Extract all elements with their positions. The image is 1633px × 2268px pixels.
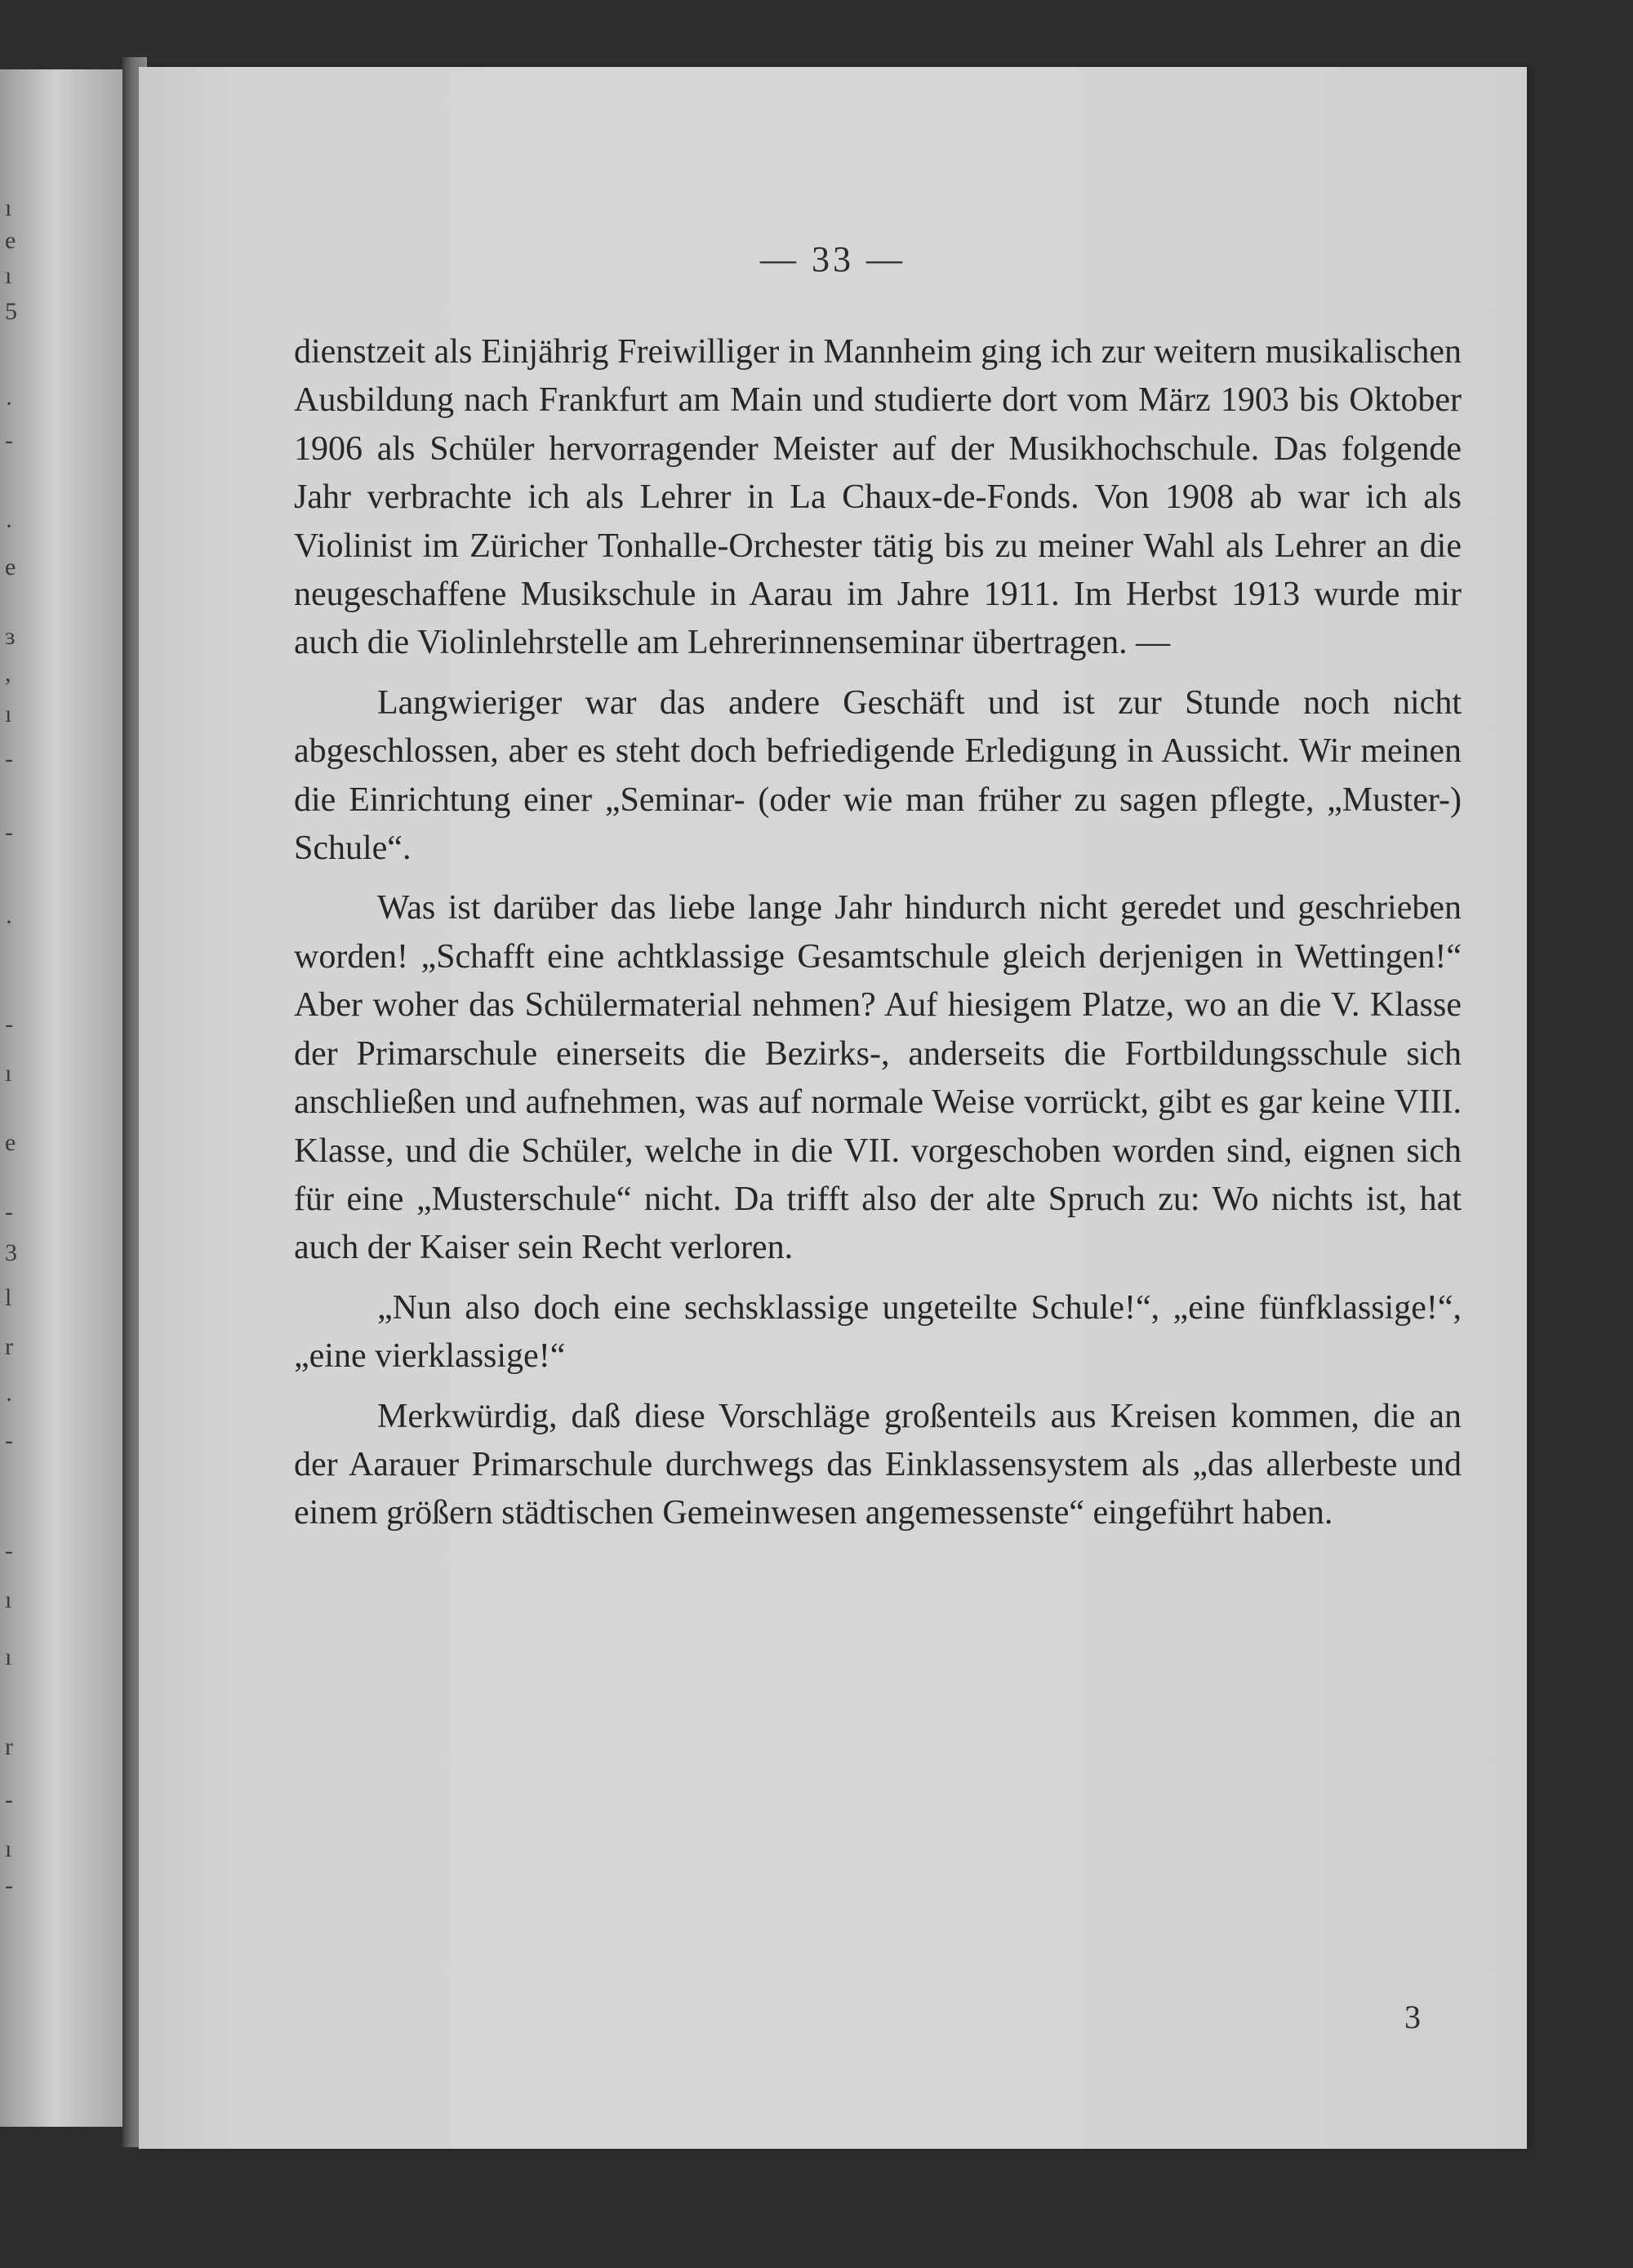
page-body-text bbox=[294, 328, 1462, 1538]
page-number: — 33 — bbox=[760, 239, 905, 279]
paragraph: Merkwürdig, daß diese Vorschläge großenteils aus Kreisen kommen, die an der Aarauer Primarschule durchwegs das Einklassensystem als „das allerbeste und einem größern städtischen Gemeinwesen angemessenste“ eingeführt haben. bbox=[294, 1397, 1462, 1532]
prev-page-fragment: - bbox=[5, 819, 13, 846]
prev-page-fragment: · bbox=[5, 1386, 13, 1413]
prev-page-fragment: ı bbox=[5, 1835, 12, 1862]
prev-page-fragment: - bbox=[5, 1011, 13, 1038]
book-page bbox=[139, 67, 1527, 2149]
prev-page-fragment: - bbox=[5, 745, 13, 772]
prev-page-fragment: r bbox=[5, 1733, 13, 1760]
prev-page-fragment: l bbox=[5, 1284, 12, 1311]
paragraph: dienstzeit als Einjährig Freiwilliger in Mannheim ging ich zur weitern musikalischen Ausbildung nach Frankfurt am Main und studierte dort vom März 1903 bis Oktober 1906 als Schüler hervorragender Meister auf der Musikhochschule. Das folgende Jahr verbrachte ich als Lehrer in La Chaux-de-Fonds. Von 1908 ab war ich als Violinist im Züricher Tonhalle-Orchester tätig bis zu meiner Wahl als Lehrer an die neugeschaffene Musikschule in Aarau im Jahre 1911. Im Herbst 1913 wurde mir auch die Violinlehrstelle am Lehrerinnenseminar übertragen. — bbox=[294, 333, 1462, 662]
prev-page-fragment: 3 bbox=[5, 1239, 17, 1266]
prev-page-fragment: r bbox=[5, 1333, 13, 1360]
paragraph: „Nun also doch eine sechsklassige ungeteilte Schule!“, „eine fünfklassige!“, „eine vierklassige!“ bbox=[294, 1288, 1462, 1376]
prev-page-fragment: e bbox=[5, 554, 16, 580]
prev-page-fragment: e bbox=[5, 1129, 16, 1156]
sheet-signature-mark: 3 bbox=[1404, 1999, 1421, 2035]
prev-page-fragment: - bbox=[5, 1537, 13, 1564]
prev-page-fragment: , bbox=[5, 660, 11, 687]
prev-page-fragment: 5 bbox=[5, 298, 17, 325]
prev-page-fragment: - bbox=[5, 427, 13, 454]
prev-page-fragment: - bbox=[5, 1198, 13, 1225]
prev-page-fragment: e bbox=[5, 227, 16, 254]
prev-page-fragment: ı bbox=[5, 262, 12, 289]
prev-page-fragment: ı bbox=[5, 700, 12, 727]
prev-page-fragment: ɜ bbox=[5, 623, 16, 650]
prev-page-fragment: - bbox=[5, 1786, 13, 1813]
previous-page-edge bbox=[0, 69, 122, 2127]
prev-page-fragment: ı bbox=[5, 1643, 12, 1670]
paragraph: Was ist darüber das liebe lange Jahr hindurch nicht geredet und geschrieben worden! „Schafft eine achtklassige Gesamtschule gleich derjenigen in Wettingen!“ Aber woher das Schülermaterial nehmen? Auf hiesigem Platze, wo an die V. Klasse der Primarschule einerseits die Bezirks-, anderseits die Fortbildungsschule sich anschließen und aufnehmen, was auf normale Weise vorrückt, gibt es gar keine VIII. Klasse, und die Schüler, welche in die VII. vorgeschoben worden sind, eignen sich für eine „Musterschule“ nicht. Da trifft also der alte Spruch zu: Wo nichts ist, hat auch der Kaiser sein Recht verloren. bbox=[294, 889, 1462, 1267]
prev-page-fragment: · bbox=[5, 909, 13, 936]
paragraph: Langwieriger war das andere Geschäft und ist zur Stunde noch nicht abgeschlossen, aber es steht doch befriedigende Erledigung in Aussicht. Wir meinen die Einrichtung einer „Seminar- (oder wie man früher zu sagen pflegte, „Muster-) Schule“. bbox=[294, 683, 1462, 868]
prev-page-fragment: ı bbox=[5, 1060, 12, 1087]
prev-page-fragment: - bbox=[5, 1427, 13, 1454]
prev-page-fragment: - bbox=[5, 1872, 13, 1899]
prev-page-fragment: · bbox=[5, 390, 13, 417]
prev-page-fragment: ı bbox=[5, 194, 12, 221]
prev-page-fragment: · bbox=[5, 513, 13, 540]
prev-page-fragment: ı bbox=[5, 1586, 12, 1613]
